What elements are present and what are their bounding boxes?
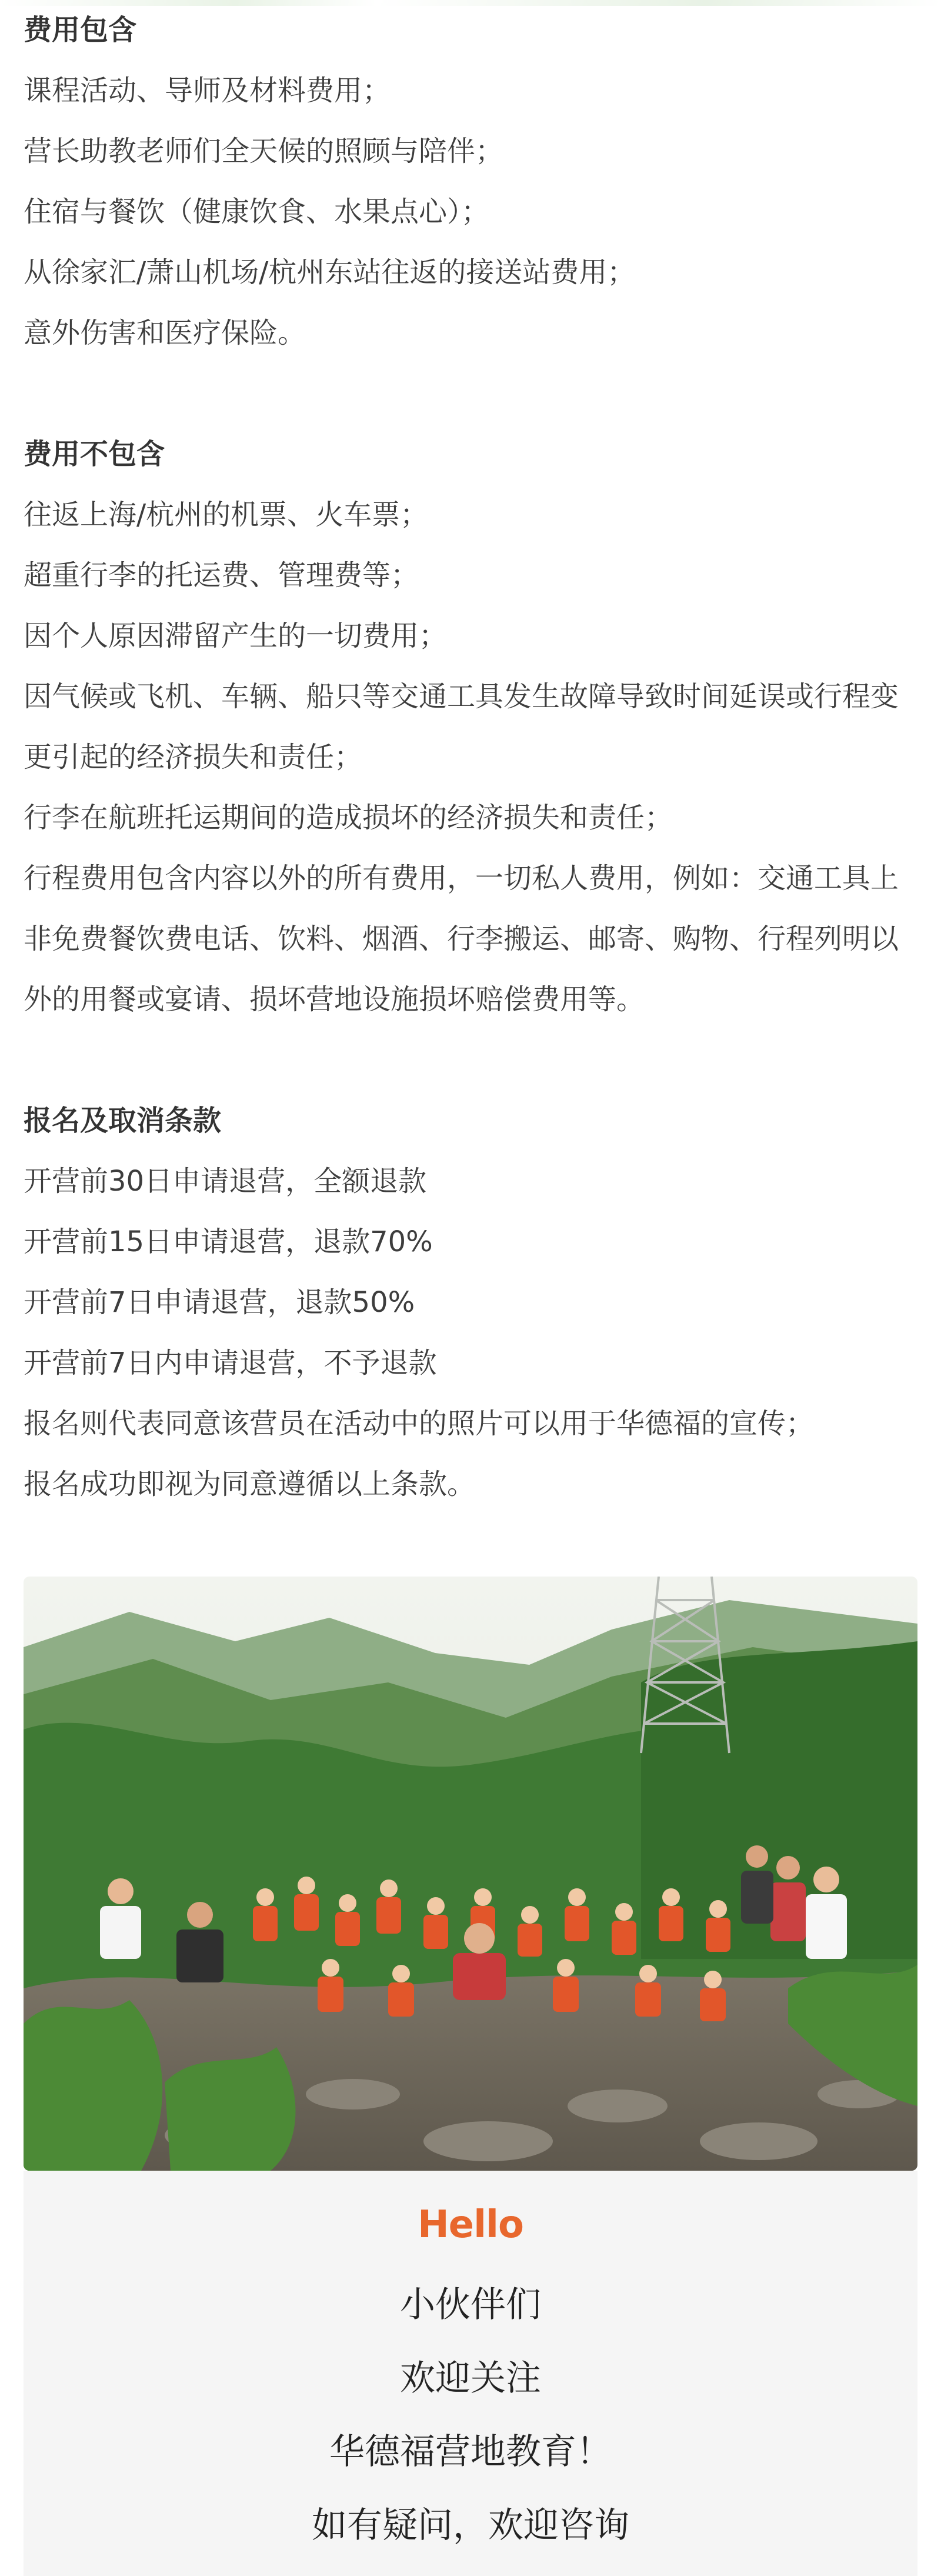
list-item: 开营前7日内申请退营，不予退款 <box>24 1347 437 1379</box>
list-item: 意外伤害和医疗保险。 <box>24 316 306 349</box>
list-item: 报名成功即视为同意遵循以上条款。 <box>24 1468 476 1501</box>
list-item: 课程活动、导师及材料费用； <box>24 74 391 107</box>
greeting-line: 华德福营地教育！ <box>329 2431 612 2472</box>
list-item: 报名则代表同意该营员在活动中的照片可以用于华德福的宣传； <box>24 1407 815 1440</box>
group-photo-image <box>24 1577 917 2171</box>
section-heading: 费用包含 <box>24 14 137 46</box>
list-item: 开营前30日申请退营，全额退款 <box>24 1165 427 1198</box>
section-fee-included <box>24 0 917 364</box>
section-heading: 报名及取消条款 <box>24 1104 222 1137</box>
list-item: 因气候或飞机、车辆、船只等交通工具发生故障导致时间延误或行程变更引起的经济损失和责任； <box>24 680 899 774</box>
article-body <box>24 14 917 1515</box>
section-heading: 费用不包含 <box>24 438 165 471</box>
list-item: 因个人原因滞留产生的一切费用； <box>24 619 448 652</box>
greeting-line: 欢迎关注 <box>400 2358 541 2399</box>
list-item: 开营前7日申请退营，退款50% <box>24 1286 415 1319</box>
list-item: 开营前15日申请退营，退款70% <box>24 1225 433 1258</box>
hello-title: Hello <box>418 2203 523 2247</box>
list-item: 住宿与餐饮（健康饮食、水果点心）； <box>24 195 490 228</box>
list-item: 营长助教老师们全天候的照顾与陪伴； <box>24 135 504 168</box>
list-item: 往返上海/杭州的机票、火车票； <box>24 498 429 531</box>
list-item: 从徐家汇/萧山机场/杭州东站往返的接送站费用； <box>24 256 636 289</box>
list-item: 行程费用包含内容以外的所有费用，一切私人费用，例如：交通工具上非免费餐饮费电话、饮料、烟酒、行李搬运、邮寄、购物、行程列明以外的用餐或宴请、损坏营地设施损坏赔偿费用等。 <box>24 862 899 1016</box>
list-item: 超重行李的托运费、管理费等； <box>24 559 419 592</box>
list-item: 行李在航班托运期间的造成损坏的经济损失和责任； <box>24 801 673 834</box>
greeting-line: 如有疑问，欢迎咨询 <box>312 2505 629 2546</box>
footer-greeting-card <box>24 2171 917 2576</box>
section-fee-excluded <box>24 424 917 1030</box>
section-registration-cancellation <box>24 1091 917 1515</box>
greeting-line: 小伙伴们 <box>400 2284 541 2325</box>
